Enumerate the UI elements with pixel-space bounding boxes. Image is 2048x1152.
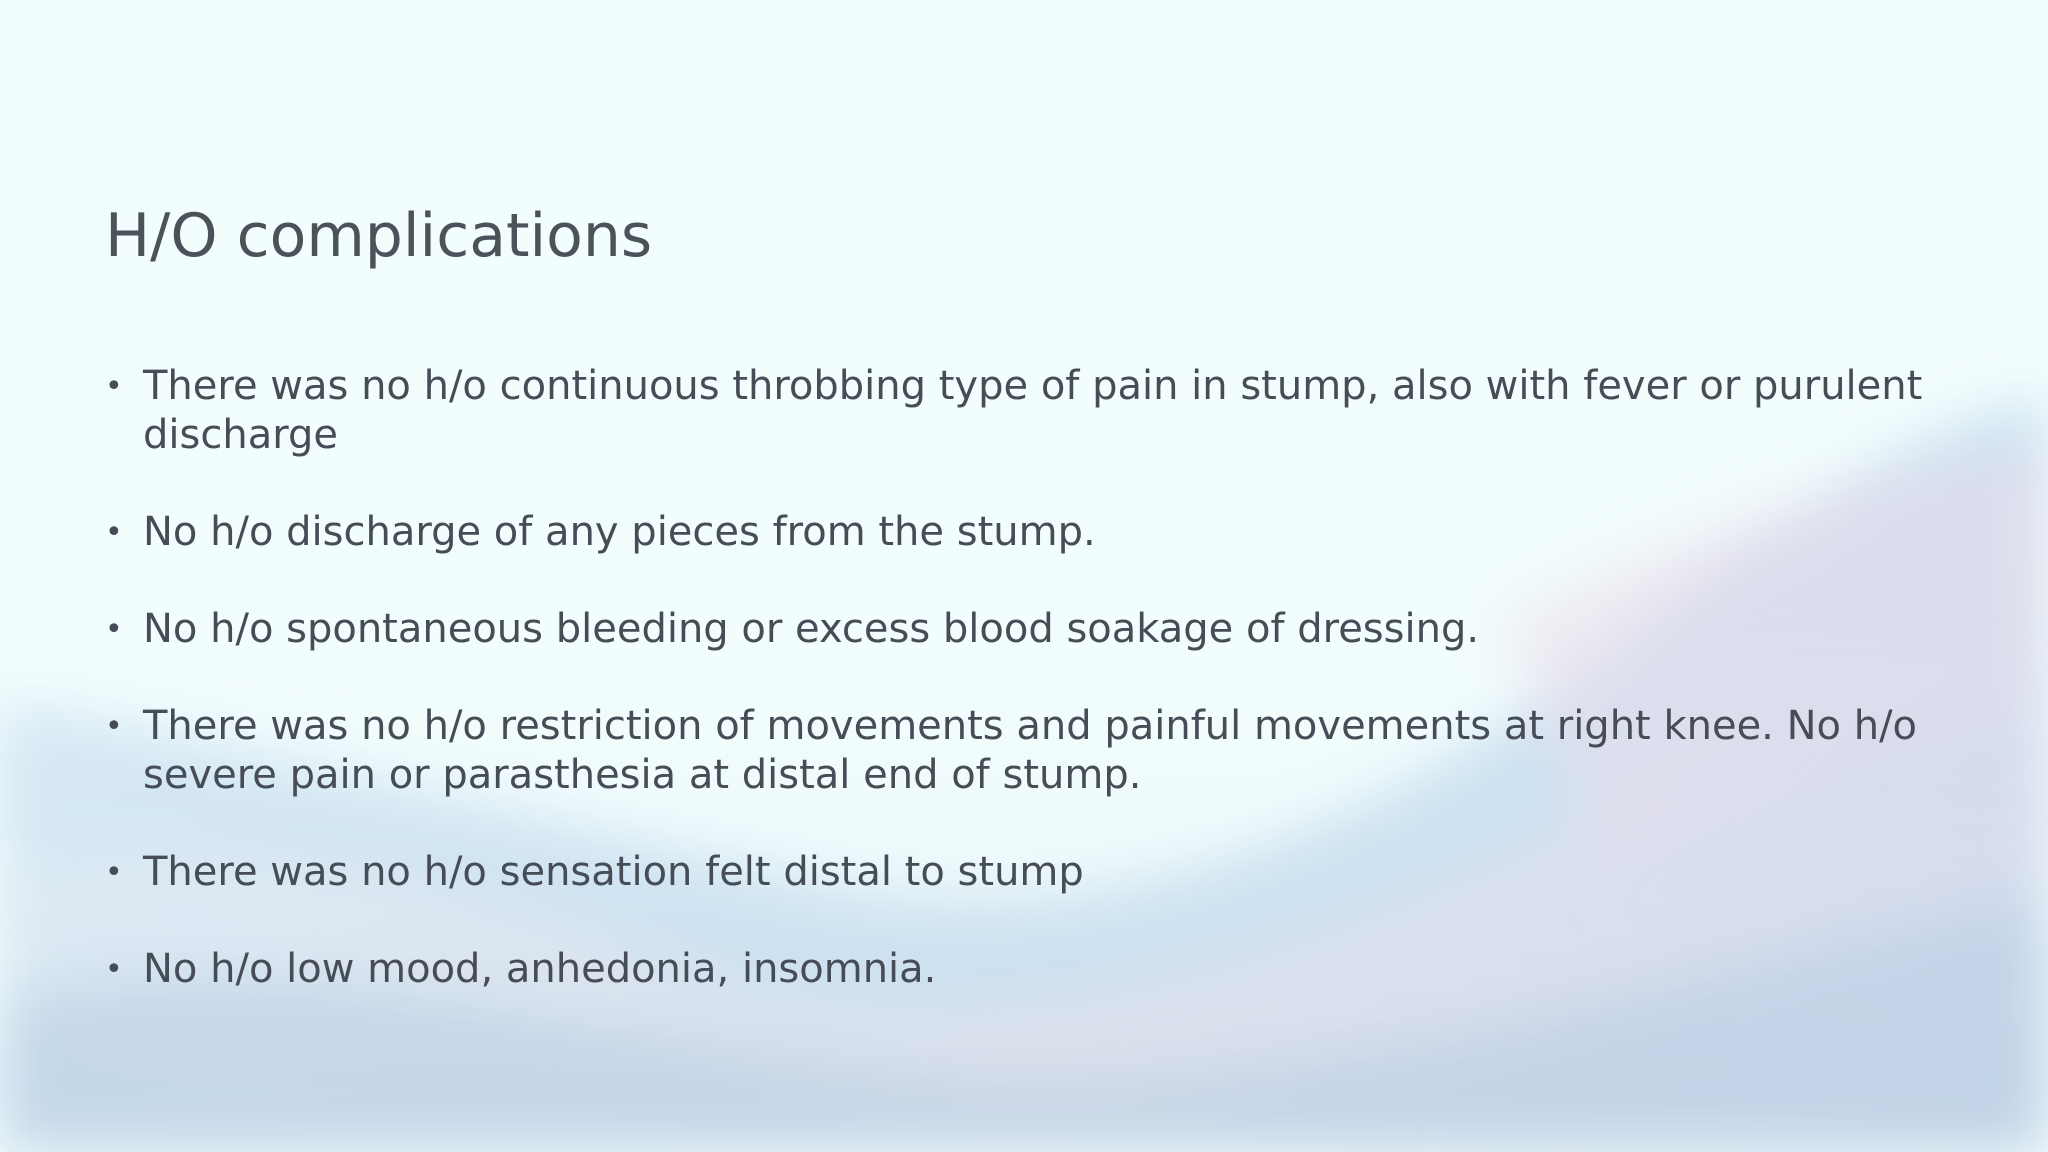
bullet-item [105,605,1925,654]
bullet-text: There was no h/o restriction of movements and painful movements at right knee. No h/o severe pain or parasthesia at distal end of stump. [143,703,1918,798]
bullet-text: There was no h/o continuous throbbing type of pain in stump, also with fever or purulent discharge [143,363,1923,458]
bullet-item [105,945,1925,994]
bullet-item [105,848,1925,897]
bullet-text: No h/o low mood, anhedonia, insomnia. [143,946,937,992]
slide-title: H/O complications [105,201,653,271]
bullet-dot-icon: • [105,952,123,987]
bullet-text: No h/o discharge of any pieces from the stump. [143,509,1096,555]
bullet-dot-icon: • [105,855,123,890]
bullet-item [105,508,1925,557]
bullet-text: There was no h/o sensation felt distal to stump [143,849,1084,895]
bullet-text: No h/o spontaneous bleeding or excess blood soakage of dressing. [143,606,1480,652]
bullet-item [105,362,1925,460]
bullet-dot-icon: • [105,515,123,550]
bullet-dot-icon: • [105,369,123,404]
bullet-item [105,702,1925,800]
bullet-dot-icon: • [105,612,123,647]
bullet-list [105,362,1925,1042]
bullet-dot-icon: • [105,709,123,744]
